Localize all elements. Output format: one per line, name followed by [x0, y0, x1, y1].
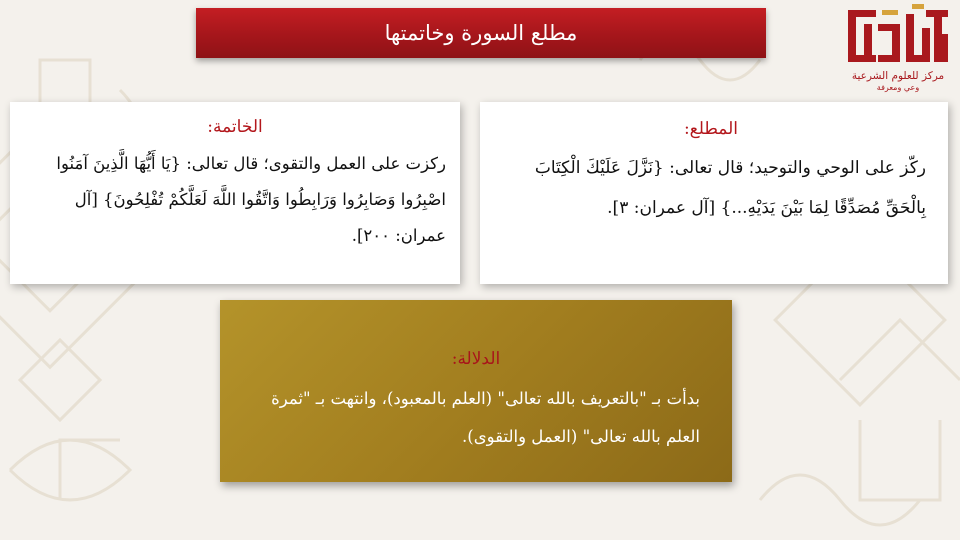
slide-title-bar — [196, 8, 766, 58]
significance-box — [220, 300, 732, 482]
logo-tagline: وعي ومعرفة — [876, 83, 920, 92]
opening-card — [480, 102, 948, 284]
closing-heading: الخاتمة: — [207, 117, 263, 137]
closing-card — [10, 102, 460, 284]
significance-heading: الدلالة: — [451, 349, 501, 369]
slide-title: مطلع السورة وخاتمتها — [384, 21, 578, 45]
closing-text: ركزت على العمل والتقوى؛ قال تعالى: {يَا أَيُّهَا الَّذِينَ آمَنُوا اصْبِرُوا وَصَابِرُوا وَرَابِطُوا وَاتَّقُوا اللَّهَ لَعَلَّكُمْ تُفْلِحُونَ} [آل عمران: ٢٠٠]. — [56, 154, 446, 245]
logo-subtitle: مركز للعلوم الشرعية — [851, 70, 945, 82]
significance-text: بدأت بـ "بالتعريف بالله تعالى" (العلم بالمعبود)، وانتهت بـ "ثمرة العلم بالله تعالى" (العمل والتقوى). — [271, 389, 700, 446]
opening-heading: المطلع: — [683, 119, 739, 139]
logo-mark-icon — [842, 4, 954, 68]
opening-text: ركّز على الوحي والتوحيد؛ قال تعالى: {نَزَّلَ عَلَيْكَ الْكِتَابَ بِالْحَقِّ مُصَدِّقًا لِمَا بَيْنَ يَدَيْهِ...} [آل عمران: ٣]. — [534, 158, 926, 218]
logo — [836, 4, 960, 100]
